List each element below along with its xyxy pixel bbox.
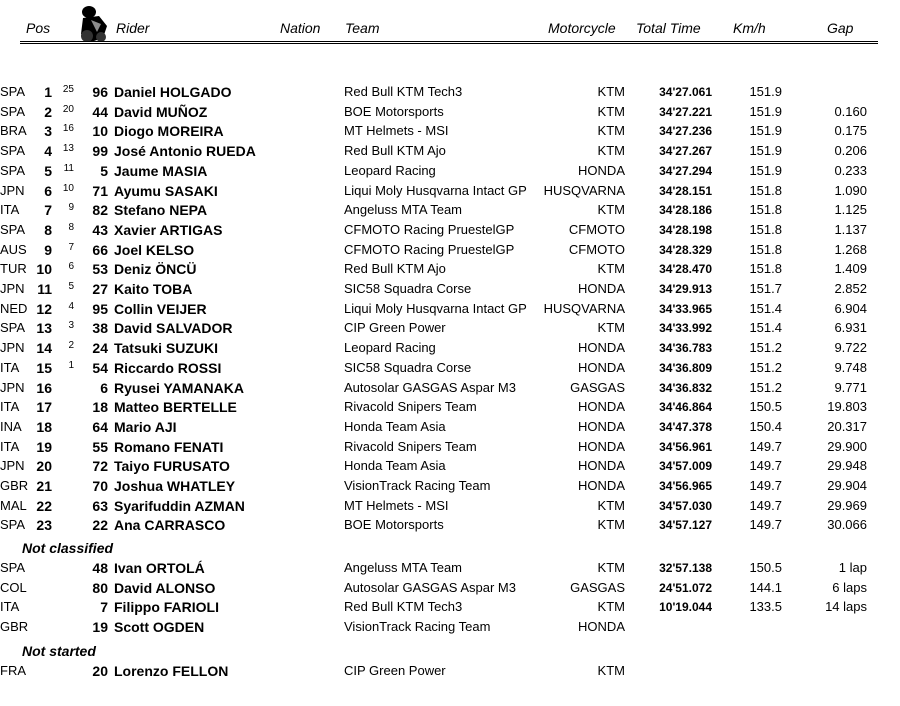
position: 17: [36, 399, 52, 416]
speed-kmh: 151.8: [749, 221, 782, 237]
position: 15: [36, 359, 52, 376]
motorcycle: HONDA: [578, 438, 625, 454]
gap: 9.722: [834, 340, 867, 356]
motorcycle: HONDA: [578, 340, 625, 356]
position: 21: [36, 478, 52, 494]
rider-name: Mario AJI: [114, 418, 177, 435]
position: 14: [36, 340, 52, 357]
rider-number: 20: [92, 663, 108, 679]
gap: 2.852: [834, 281, 867, 296]
position: 23: [36, 517, 52, 534]
position: 20: [36, 458, 52, 475]
table-row: [0, 181, 900, 201]
team: Red Bull KTM Ajo: [344, 143, 446, 159]
table-row: [0, 417, 900, 437]
gap: 1.125: [834, 202, 867, 218]
rider-number: 53: [92, 261, 108, 278]
points: 5: [68, 281, 74, 292]
table-row: [0, 220, 900, 240]
motorcycle: GASGAS: [570, 579, 625, 595]
team: Leopard Racing: [344, 162, 436, 178]
table-row: [0, 661, 900, 681]
team: CFMOTO Racing PruestelGP: [344, 241, 515, 257]
table-row: [0, 121, 900, 141]
rider-number: 10: [92, 123, 108, 140]
speed-kmh: 151.2: [749, 359, 782, 375]
rider-name: José Antonio RUEDA: [114, 143, 256, 160]
total-time: 34'36.809: [659, 360, 712, 375]
points: 25: [62, 84, 74, 95]
team: BOE Motorsports: [344, 103, 444, 119]
total-time: 34'28.198: [659, 222, 712, 237]
rider-number: 66: [92, 241, 108, 258]
table-row: [0, 161, 900, 181]
rider-number: 5: [100, 162, 108, 179]
header-pos: Pos: [26, 20, 51, 36]
team: Honda Team Asia: [344, 458, 446, 474]
header-motorcycle: Motorcycle: [548, 20, 616, 36]
team: BOE Motorsports: [344, 517, 444, 533]
rider-number: 48: [92, 560, 108, 576]
team: Liqui Moly Husqvarna Intact GP: [344, 182, 527, 198]
gap: 29.948: [827, 458, 867, 474]
rider-number: 18: [92, 399, 108, 416]
table-row: [0, 437, 900, 457]
header-team: Team: [345, 20, 380, 36]
team: VisionTrack Racing Team: [344, 619, 491, 635]
motorcycle: HUSQVARNA: [543, 300, 625, 316]
team: Honda Team Asia: [344, 418, 446, 434]
gap: 9.771: [834, 379, 867, 395]
nation: TUR: [0, 261, 27, 277]
points: 13: [62, 143, 74, 155]
points: 9: [68, 202, 74, 214]
total-time: 34'28.151: [659, 183, 712, 198]
position: 4: [44, 143, 52, 160]
speed-kmh: 151.4: [749, 320, 782, 336]
nation: SPA: [0, 162, 26, 178]
position: 10: [36, 261, 52, 278]
total-time: 34'27.236: [659, 124, 712, 139]
total-time: 34'36.783: [659, 341, 712, 356]
motorcycle: KTM: [597, 261, 625, 277]
rider-number: 96: [92, 84, 108, 100]
rider-number: 44: [92, 103, 108, 120]
nation: JPN: [0, 340, 25, 356]
table-row: [0, 279, 900, 299]
gap: 29.900: [827, 438, 867, 454]
points: 4: [68, 300, 74, 312]
table-row: [0, 200, 900, 220]
total-time: 34'28.329: [659, 242, 712, 257]
gap: 6.931: [834, 320, 867, 336]
rider-name: Collin VEIJER: [114, 300, 207, 317]
rider-name: Romano FENATI: [114, 438, 224, 455]
team: Rivacold Snipers Team: [344, 438, 477, 454]
rider-name: Deniz ÖNCÜ: [114, 261, 197, 278]
total-time: 34'56.961: [659, 439, 712, 454]
motorcycle: HONDA: [578, 162, 625, 178]
rider-number: 27: [92, 281, 108, 297]
total-time: 34'27.267: [659, 144, 712, 159]
nation: GBR: [0, 478, 29, 493]
position: 19: [36, 438, 52, 455]
team: MT Helmets - MSI: [344, 123, 449, 139]
total-time: 34'57.009: [659, 459, 712, 474]
rider-number: 54: [92, 359, 108, 376]
table-row: [0, 397, 900, 417]
table-row: [0, 597, 900, 617]
rider-name: Riccardo ROSSI: [114, 359, 222, 376]
points: 1: [68, 359, 74, 371]
motorcycle: KTM: [597, 517, 625, 533]
table-row: [0, 558, 900, 578]
nation: INA: [0, 418, 22, 434]
motorcycle: KTM: [597, 599, 625, 615]
points: 6: [68, 261, 74, 273]
header-kmh: Km/h: [733, 20, 766, 36]
motorcycle: KTM: [597, 320, 625, 336]
total-time: 34'28.186: [659, 203, 712, 218]
rider-name: Jaume MASIA: [114, 162, 208, 179]
rider-name: Taiyo FURUSATO: [114, 458, 230, 475]
header-divider: [20, 43, 878, 44]
nation: JPN: [0, 182, 25, 198]
total-time: 34'33.965: [659, 301, 712, 316]
rider-name: Diogo MOREIRA: [114, 123, 224, 140]
speed-kmh: 151.2: [749, 379, 782, 395]
rider-number: 55: [92, 438, 108, 455]
team: MT Helmets - MSI: [344, 497, 449, 513]
rider-number: 6: [100, 379, 108, 396]
rider-number: 64: [92, 418, 108, 435]
team: VisionTrack Racing Team: [344, 478, 491, 493]
speed-kmh: 144.1: [749, 579, 782, 595]
rider-number: 95: [92, 300, 108, 317]
motorcycle: CFMOTO: [568, 241, 625, 257]
motorcycle: KTM: [597, 497, 625, 513]
motorcycle: KTM: [597, 123, 625, 139]
rider-name: Ayumu SASAKI: [114, 182, 218, 199]
header-rider: Rider: [116, 20, 150, 36]
rider-name: Matteo BERTELLE: [114, 399, 237, 416]
nation: BRA: [0, 123, 27, 139]
team: Liqui Moly Husqvarna Intact GP: [344, 300, 527, 316]
nation: FRA: [0, 663, 26, 678]
table-row: [0, 578, 900, 598]
rider-name: Ryusei YAMANAKA: [114, 379, 244, 396]
nation: SPA: [0, 143, 26, 159]
team: CIP Green Power: [344, 663, 446, 678]
rider-name: Xavier ARTIGAS: [114, 221, 223, 238]
rider-name: Stefano NEPA: [114, 202, 208, 219]
gap: 1.090: [834, 182, 867, 198]
rider-number: 99: [92, 143, 108, 160]
table-row: [0, 456, 900, 476]
nation: SPA: [0, 221, 26, 237]
motorcycle: HONDA: [578, 418, 625, 434]
rider-name: David ALONSO: [114, 579, 216, 596]
table-row: [0, 617, 900, 637]
table-row: [0, 378, 900, 398]
rider-number: 38: [92, 320, 108, 337]
rider-name: Joshua WHATLEY: [114, 478, 236, 494]
motorcycle: KTM: [597, 663, 625, 678]
nation: COL: [0, 579, 27, 595]
total-time: 34'27.221: [659, 104, 712, 119]
motorcycle: HONDA: [578, 281, 625, 296]
speed-kmh: 151.4: [749, 300, 782, 316]
team: Red Bull KTM Tech3: [344, 599, 463, 615]
speed-kmh: 133.5: [749, 599, 782, 615]
total-time: 34'56.965: [659, 479, 712, 493]
position: 9: [44, 241, 52, 258]
total-time: 34'27.061: [659, 85, 712, 99]
gap: 0.206: [834, 143, 867, 159]
rider-number: 80: [92, 579, 108, 596]
motorcycle: HONDA: [578, 619, 625, 635]
rider-number: 7: [100, 599, 108, 616]
position: 1: [44, 84, 52, 100]
total-time: 24'51.072: [659, 580, 712, 595]
motorcycle: HUSQVARNA: [543, 182, 625, 198]
table-row: [0, 476, 900, 496]
rider-name: David MUÑOZ: [114, 103, 208, 120]
team: Red Bull KTM Tech3: [344, 84, 463, 99]
nation: ITA: [0, 202, 20, 218]
team: Red Bull KTM Ajo: [344, 261, 446, 277]
position: 22: [36, 497, 52, 514]
table-row: [0, 141, 900, 161]
total-time: 34'57.127: [659, 518, 712, 533]
speed-kmh: 151.9: [749, 162, 782, 178]
points: 3: [68, 320, 74, 332]
team: Angeluss MTA Team: [344, 202, 463, 218]
rider-number: 22: [92, 517, 108, 534]
nation: SPA: [0, 84, 26, 99]
rider-name: Lorenzo FELLON: [114, 663, 229, 679]
points: 20: [62, 103, 74, 115]
motorcycle: KTM: [597, 143, 625, 159]
total-time: 32'57.138: [659, 561, 712, 575]
speed-kmh: 149.7: [749, 458, 782, 474]
total-time: 34'36.832: [659, 380, 712, 395]
points: 8: [68, 221, 74, 233]
rider-number: 72: [92, 458, 108, 475]
motorcycle-rider-icon: [77, 4, 111, 44]
motorcycle: HONDA: [578, 478, 625, 493]
nation: JPN: [0, 458, 25, 474]
rider-name: Joel KELSO: [114, 241, 195, 258]
position: 8: [44, 221, 52, 238]
rider-name: Ana CARRASCO: [114, 517, 226, 534]
rider-name: Kaito TOBA: [114, 281, 193, 297]
motorcycle: KTM: [597, 560, 625, 575]
motorcycle: HONDA: [578, 359, 625, 375]
rider-name: Ivan ORTOLÁ: [114, 560, 205, 576]
speed-kmh: 151.8: [749, 241, 782, 257]
gap: 20.317: [827, 418, 867, 434]
rider-number: 24: [92, 340, 108, 357]
rider-name: Syarifuddin AZMAN: [114, 497, 245, 514]
not-started-heading: Not started: [22, 643, 96, 659]
total-time: 34'47.378: [659, 419, 712, 434]
speed-kmh: 151.9: [749, 84, 782, 99]
team: SIC58 Squadra Corse: [344, 281, 472, 296]
table-row: [0, 299, 900, 319]
motorcycle: HONDA: [578, 399, 625, 415]
nation: ITA: [0, 399, 20, 415]
speed-kmh: 150.4: [749, 418, 782, 434]
speed-kmh: 150.5: [749, 560, 782, 575]
rider-number: 63: [92, 497, 108, 514]
header-total-time: Total Time: [636, 20, 701, 36]
gap: 29.904: [827, 478, 867, 493]
motorcycle: KTM: [597, 202, 625, 218]
gap: 1.409: [834, 261, 867, 277]
nation: SPA: [0, 320, 26, 336]
position: 18: [36, 418, 52, 435]
points: 7: [68, 241, 74, 253]
speed-kmh: 151.2: [749, 340, 782, 356]
gap: 14 laps: [825, 599, 867, 615]
speed-kmh: 151.7: [749, 281, 782, 296]
team: Angeluss MTA Team: [344, 560, 463, 575]
speed-kmh: 149.7: [749, 478, 782, 493]
not-classified-heading: Not classified: [22, 540, 114, 556]
gap: 6.904: [834, 300, 867, 316]
position: 16: [36, 379, 52, 396]
team: SIC58 Squadra Corse: [344, 359, 472, 375]
nation: ITA: [0, 438, 20, 454]
table-row: [0, 515, 900, 535]
header-nation: Nation: [280, 20, 321, 36]
position: 5: [44, 162, 52, 179]
gap: 1.137: [834, 221, 867, 237]
team: Autosolar GASGAS Aspar M3: [344, 379, 516, 395]
gap: 29.969: [827, 497, 867, 513]
rider-name: Tatsuki SUZUKI: [114, 340, 218, 357]
nation: GBR: [0, 619, 29, 635]
header-divider: [20, 41, 878, 42]
total-time: 34'28.470: [659, 262, 712, 277]
table-header: [0, 0, 900, 46]
nation: MAL: [0, 497, 27, 513]
nation: ITA: [0, 359, 20, 375]
rider-number: 43: [92, 221, 108, 238]
total-time: 34'57.030: [659, 498, 712, 513]
table-row: [0, 338, 900, 358]
motorcycle: CFMOTO: [568, 221, 625, 237]
points: 11: [63, 162, 74, 174]
nation: SPA: [0, 517, 26, 533]
team: CIP Green Power: [344, 320, 446, 336]
motorcycle: GASGAS: [570, 379, 625, 395]
motorcycle: KTM: [597, 84, 625, 99]
header-gap: Gap: [827, 20, 854, 36]
points: 10: [62, 182, 74, 194]
speed-kmh: 151.8: [749, 261, 782, 277]
speed-kmh: 151.9: [749, 103, 782, 119]
rider-name: Filippo FARIOLI: [114, 599, 219, 616]
nation: JPN: [0, 281, 25, 296]
total-time: 10'19.044: [659, 600, 712, 615]
motorcycle: KTM: [597, 103, 625, 119]
table-row: [0, 102, 900, 122]
gap: 19.803: [827, 399, 867, 415]
speed-kmh: 151.8: [749, 202, 782, 218]
rider-name: David SALVADOR: [114, 320, 233, 337]
nation: ITA: [0, 599, 20, 615]
position: 13: [36, 320, 52, 337]
position: 12: [36, 300, 52, 317]
total-time: 34'27.294: [659, 163, 712, 178]
speed-kmh: 151.9: [749, 123, 782, 139]
gap: 0.175: [834, 123, 867, 139]
points: 2: [68, 340, 74, 352]
rider-name: Scott OGDEN: [114, 619, 205, 636]
nation: NED: [0, 300, 28, 316]
table-row: [0, 358, 900, 378]
rider-number: 82: [92, 202, 108, 219]
gap: 1 lap: [838, 560, 867, 575]
speed-kmh: 149.7: [749, 497, 782, 513]
total-time: 34'33.992: [659, 321, 712, 336]
rider-name: Daniel HOLGADO: [114, 84, 232, 100]
speed-kmh: 151.8: [749, 182, 782, 198]
speed-kmh: 149.7: [749, 517, 782, 533]
position: 6: [44, 182, 52, 199]
speed-kmh: 149.7: [749, 438, 782, 454]
team: Rivacold Snipers Team: [344, 399, 477, 415]
nation: JPN: [0, 379, 25, 395]
position: 11: [37, 281, 52, 297]
gap: 6 laps: [832, 579, 867, 595]
total-time: 34'46.864: [659, 400, 712, 415]
table-row: [0, 82, 900, 102]
team: CFMOTO Racing PruestelGP: [344, 221, 515, 237]
table-row: [0, 259, 900, 279]
table-row: [0, 496, 900, 516]
gap: 9.748: [834, 359, 867, 375]
rider-number: 19: [92, 619, 108, 636]
table-row: [0, 318, 900, 338]
team: Autosolar GASGAS Aspar M3: [344, 579, 516, 595]
gap: 0.233: [834, 162, 867, 178]
gap: 30.066: [827, 517, 867, 533]
nation: SPA: [0, 103, 26, 119]
position: 2: [44, 103, 52, 120]
total-time: 34'29.913: [659, 282, 712, 296]
gap: 1.268: [834, 241, 867, 257]
table-row: [0, 240, 900, 260]
motorcycle: HONDA: [578, 458, 625, 474]
team: Leopard Racing: [344, 340, 436, 356]
speed-kmh: 151.9: [749, 143, 782, 159]
nation: AUS: [0, 241, 27, 257]
gap: 0.160: [834, 103, 867, 119]
nation: SPA: [0, 560, 26, 575]
position: 7: [44, 202, 52, 219]
rider-number: 70: [92, 478, 108, 494]
rider-number: 71: [92, 182, 108, 199]
speed-kmh: 150.5: [749, 399, 782, 415]
position: 3: [44, 123, 52, 140]
points: 16: [62, 123, 74, 135]
